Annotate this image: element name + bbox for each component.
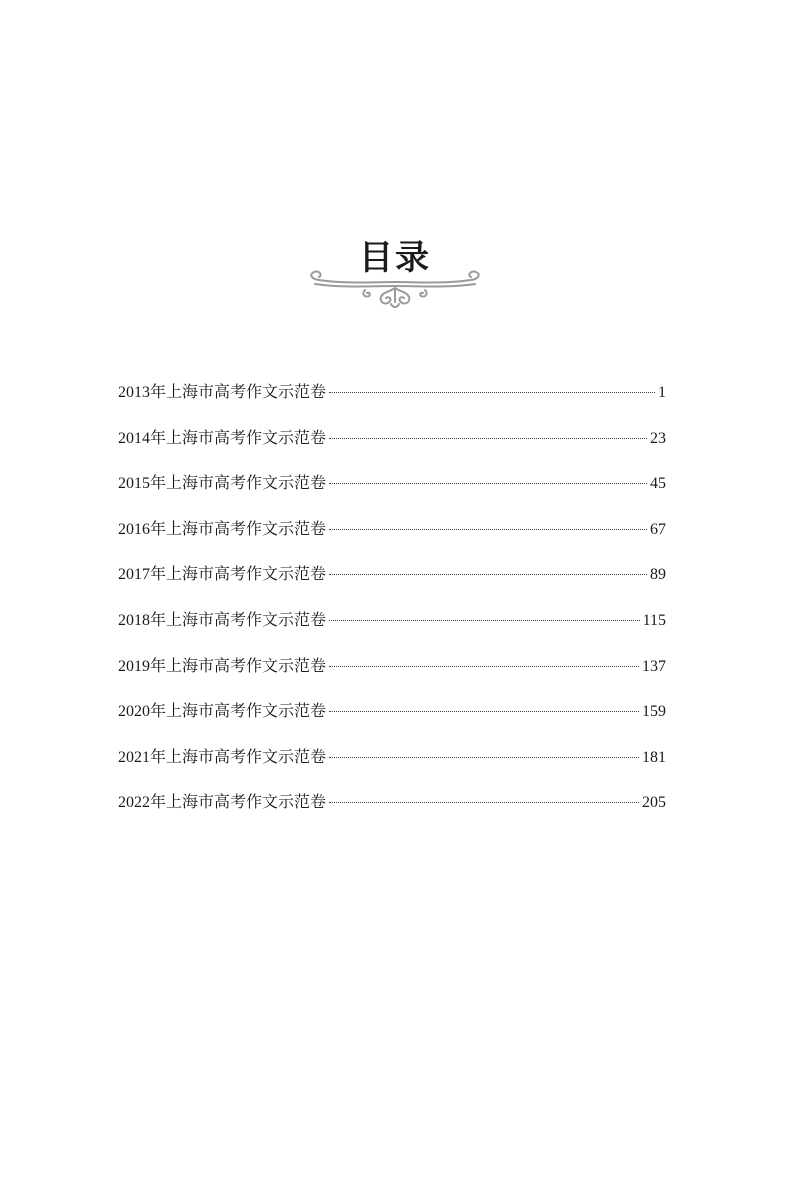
toc-entry-title: 2018年上海市高考作文示范卷	[118, 611, 327, 629]
toc-entry[interactable]	[118, 610, 666, 656]
toc-entry[interactable]	[118, 701, 666, 747]
dot-leader	[329, 757, 639, 758]
toc-entry-title: 2016年上海市高考作文示范卷	[118, 520, 327, 538]
toc-entry-page: 159	[642, 703, 666, 721]
scroll-flourish-icon	[305, 268, 485, 310]
toc-entry[interactable]	[118, 382, 666, 428]
toc-entry[interactable]	[118, 792, 666, 838]
toc-entry-title: 2019年上海市高考作文示范卷	[118, 657, 327, 675]
dot-leader	[329, 529, 647, 530]
toc-entry-page: 181	[642, 748, 666, 766]
dot-leader	[329, 620, 640, 621]
toc-entry-page: 137	[642, 657, 666, 675]
toc-entry[interactable]	[118, 564, 666, 610]
toc-entry[interactable]	[118, 473, 666, 519]
toc-entry-title: 2017年上海市高考作文示范卷	[118, 566, 327, 584]
toc-entry[interactable]	[118, 428, 666, 474]
dot-leader	[329, 666, 639, 667]
toc-entry-page: 23	[650, 429, 666, 447]
toc-entry-title: 2015年上海市高考作文示范卷	[118, 475, 327, 493]
dot-leader	[329, 711, 639, 712]
dot-leader	[329, 438, 647, 439]
toc-entry-page: 45	[650, 475, 666, 493]
toc-entry-title: 2022年上海市高考作文示范卷	[118, 794, 327, 812]
toc-entry[interactable]	[118, 519, 666, 565]
toc-entry-page: 205	[642, 794, 666, 812]
dot-leader	[329, 392, 655, 393]
toc-entry-page: 67	[650, 520, 666, 538]
dot-leader	[329, 574, 647, 575]
toc-entry-title: 2013年上海市高考作文示范卷	[118, 384, 327, 401]
toc-entry-page: 115	[642, 611, 666, 629]
dot-leader	[329, 802, 639, 803]
toc-entry-title: 2021年上海市高考作文示范卷	[118, 748, 327, 766]
toc-entry[interactable]	[118, 747, 666, 793]
table-of-contents	[118, 382, 666, 838]
toc-entry-page: 89	[650, 566, 666, 584]
toc-entry-title: 2020年上海市高考作文示范卷	[118, 703, 327, 721]
toc-entry[interactable]	[118, 656, 666, 702]
page-title: 目录	[359, 238, 431, 278]
toc-entry-title: 2014年上海市高考作文示范卷	[118, 429, 327, 447]
dot-leader	[329, 483, 647, 484]
toc-entry-page: 1	[658, 384, 666, 401]
